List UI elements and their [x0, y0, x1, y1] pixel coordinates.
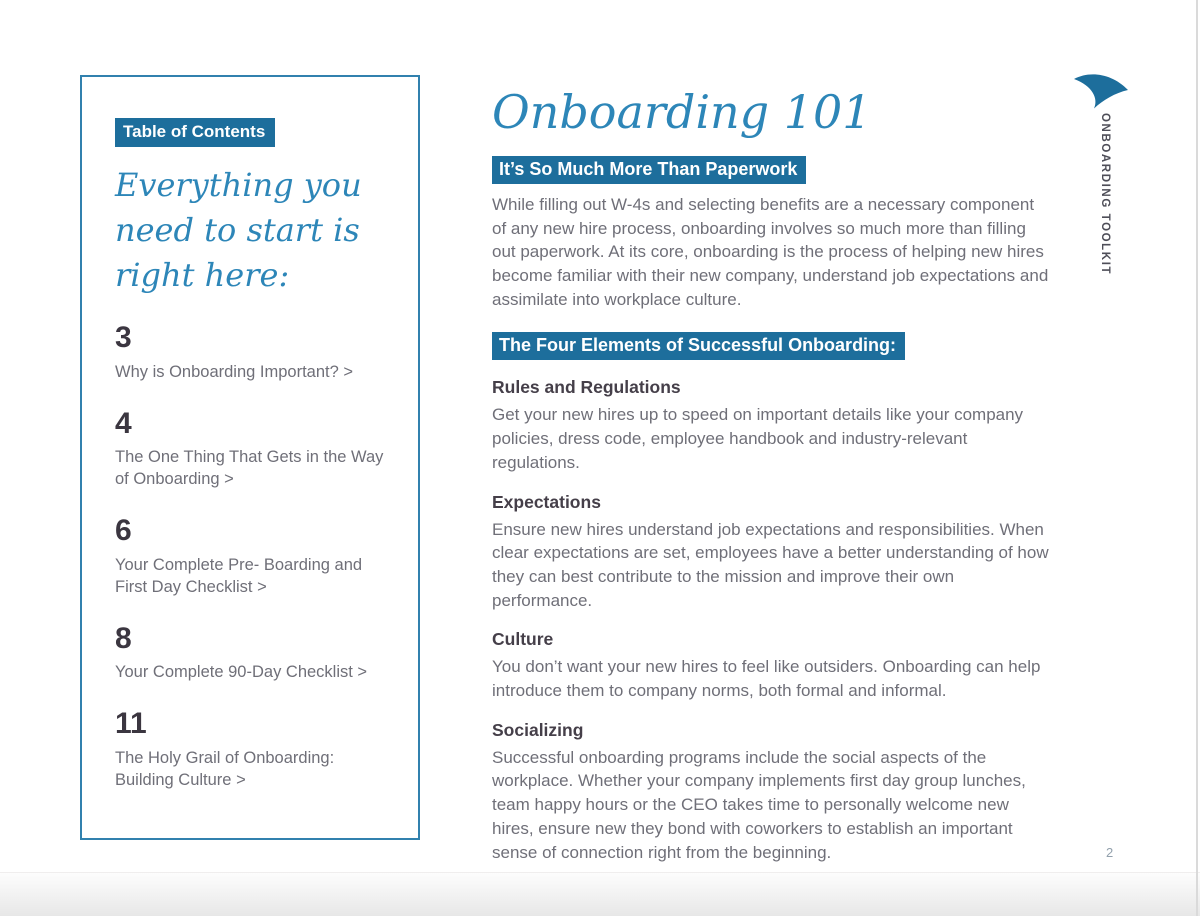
toc-entry-page-number: 6 — [115, 514, 132, 548]
element-title-expectations: Expectations — [492, 491, 601, 512]
element-body-culture: You don’t want your new hires to feel like outsiders. Onboarding can help introduce them to company norms, both formal and informal. — [492, 657, 1041, 701]
vertical-brand-label: ONBOARDING TOOLKIT — [1099, 113, 1111, 276]
page-title: Onboarding 101 — [492, 85, 872, 139]
page-right-edge — [1196, 0, 1198, 916]
toc-entry-page-number: 11 — [115, 707, 147, 741]
toc-entry-link[interactable]: Your Complete Pre- Boarding and First Day Checklist > — [115, 555, 363, 596]
toc-entry-link[interactable]: Your Complete 90-Day Checklist > — [115, 663, 368, 682]
element-body-expectations: Ensure new hires understand job expectations and responsibilities. When clear expectations are set, employees have a better understanding of how they can best contribute to the mission and improve their own performance. — [492, 519, 1049, 610]
table-of-contents-box — [80, 75, 420, 840]
element-title-socializing: Socializing — [492, 719, 584, 740]
toc-entry-page-number: 8 — [115, 621, 132, 655]
toc-tagline: Everything you need to start is right here: — [115, 166, 362, 294]
toc-entry-page-number: 4 — [115, 406, 132, 440]
toc-entry-link[interactable]: The One Thing That Gets in the Way of Onboarding > — [115, 448, 384, 489]
page-bottom-shadow — [0, 872, 1200, 916]
toc-entry — [115, 322, 400, 383]
section-body-paperwork: While filling out W-4s and selecting benefits are a necessary component of any new hire process, onboarding involves so much more than filling out paperwork. At its core, onboarding is the process of helping new hires become familiar with their new company, understand job expectations and assimilate into workplace culture. — [492, 194, 1049, 309]
element-title-rules: Rules and Regulations — [492, 377, 681, 398]
section-header-four-elements: The Four Elements of Successful Onboarding: — [492, 332, 905, 360]
page-number: 2 — [1106, 845, 1114, 860]
toc-entry — [115, 408, 400, 491]
toc-entry-link[interactable]: Why is Onboarding Important? > — [115, 362, 353, 381]
toc-entry-page-number: 3 — [115, 321, 132, 355]
element-title-culture: Culture — [492, 629, 554, 650]
element-body-socializing: Successful onboarding programs include the social aspects of the workplace. Whether your company implements first day group lunches, team happy hours or the CEO takes time to personally welcome new hires, ensure new they bond with coworkers to establish an important sense of connection right from the beginning. — [492, 747, 1026, 862]
toc-entry — [115, 515, 400, 598]
element-body-rules: Get your new hires up to speed on important details like your company policies, dress code, employee handbook and industry-relevant regulations. — [492, 405, 1024, 472]
section-header-paperwork: It’s So Much More Than Paperwork — [492, 156, 806, 184]
main-content — [492, 86, 1049, 864]
toc-entry — [115, 708, 400, 791]
toc-entry — [115, 623, 400, 684]
toc-header: Table of Contents — [115, 118, 275, 147]
toc-entry-link[interactable]: The Holy Grail of Onboarding: Building Culture > — [115, 748, 335, 789]
swoosh-arrow-icon — [1072, 68, 1130, 110]
